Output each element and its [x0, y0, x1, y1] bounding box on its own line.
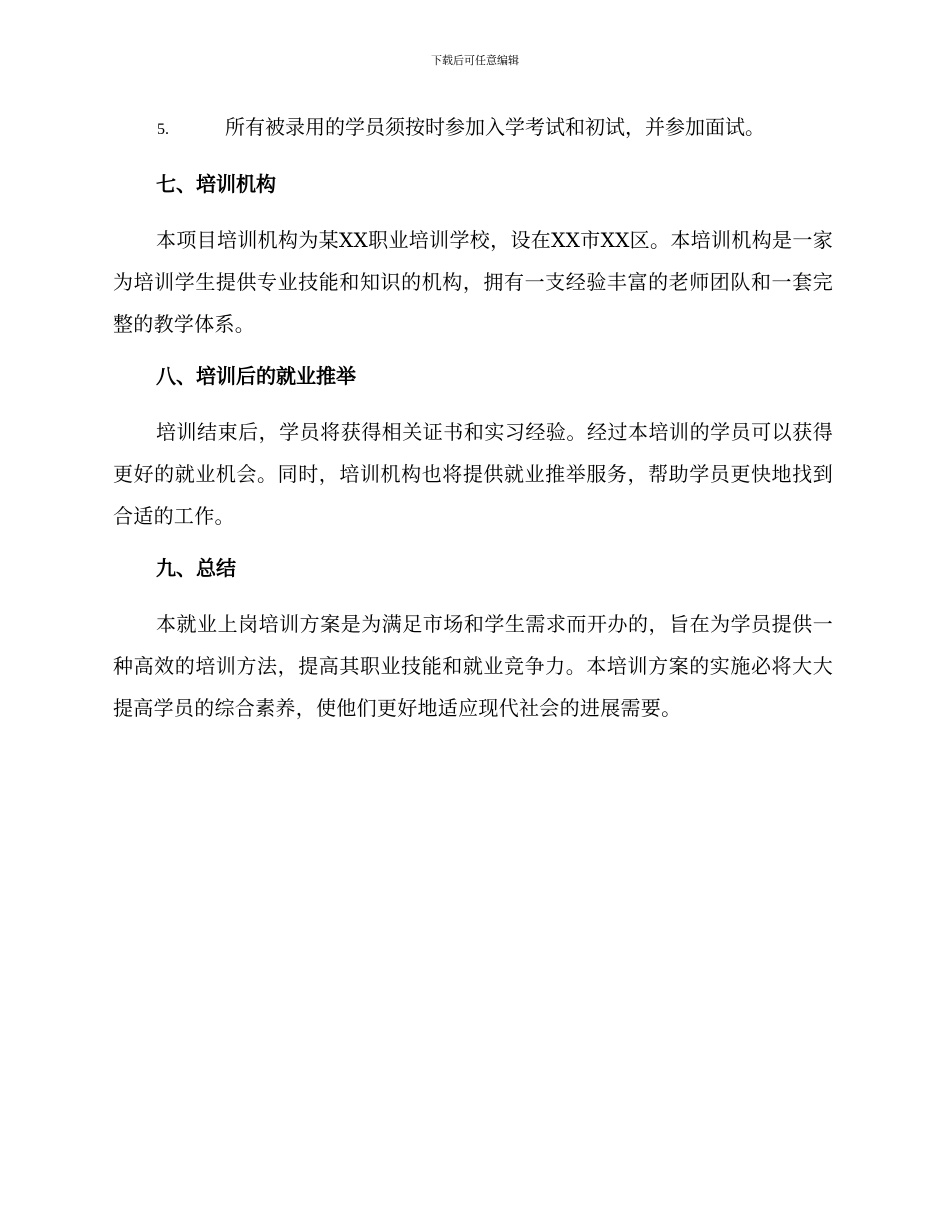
list-item-number: 5. [157, 121, 169, 138]
page-header-note: 下载后可任意编辑 [431, 54, 519, 67]
list-item [113, 112, 833, 145]
list-item-text: 所有被录用的学员须按时参加入学考试和初试，并参加面试。 [225, 115, 765, 139]
section-paragraph: 本就业上岗培训方案是为满足市场和学生需求而开办的，旨在为学员提供一种高效的培训方法，提高其职业技能和就业竞争力。本培训方案的实施必将大大提高学员的综合素养，使他们更好地适应现代社会的进展需要。 [113, 612, 833, 720]
section-summary [113, 553, 833, 729]
section-training-institution [113, 169, 833, 345]
section-heading: 八、培训后的就业推举 [156, 364, 356, 388]
document-body [113, 112, 833, 745]
section-paragraph: 培训结束后，学员将获得相关证书和实习经验。经过本培训的学员可以获得更好的就业机会。同时，培训机构也将提供就业推举服务，帮助学员更快地找到合适的工作。 [113, 420, 833, 528]
section-paragraph: 本项目培训机构为某XX职业培训学校，设在XX市XX区。本培训机构是一家为培训学生提供专业技能和知识的机构，拥有一支经验丰富的老师团队和一套完整的教学体系。 [113, 228, 833, 336]
section-heading: 七、培训机构 [156, 172, 276, 196]
section-heading: 九、总结 [156, 556, 236, 580]
section-employment-recommendation [113, 361, 833, 537]
